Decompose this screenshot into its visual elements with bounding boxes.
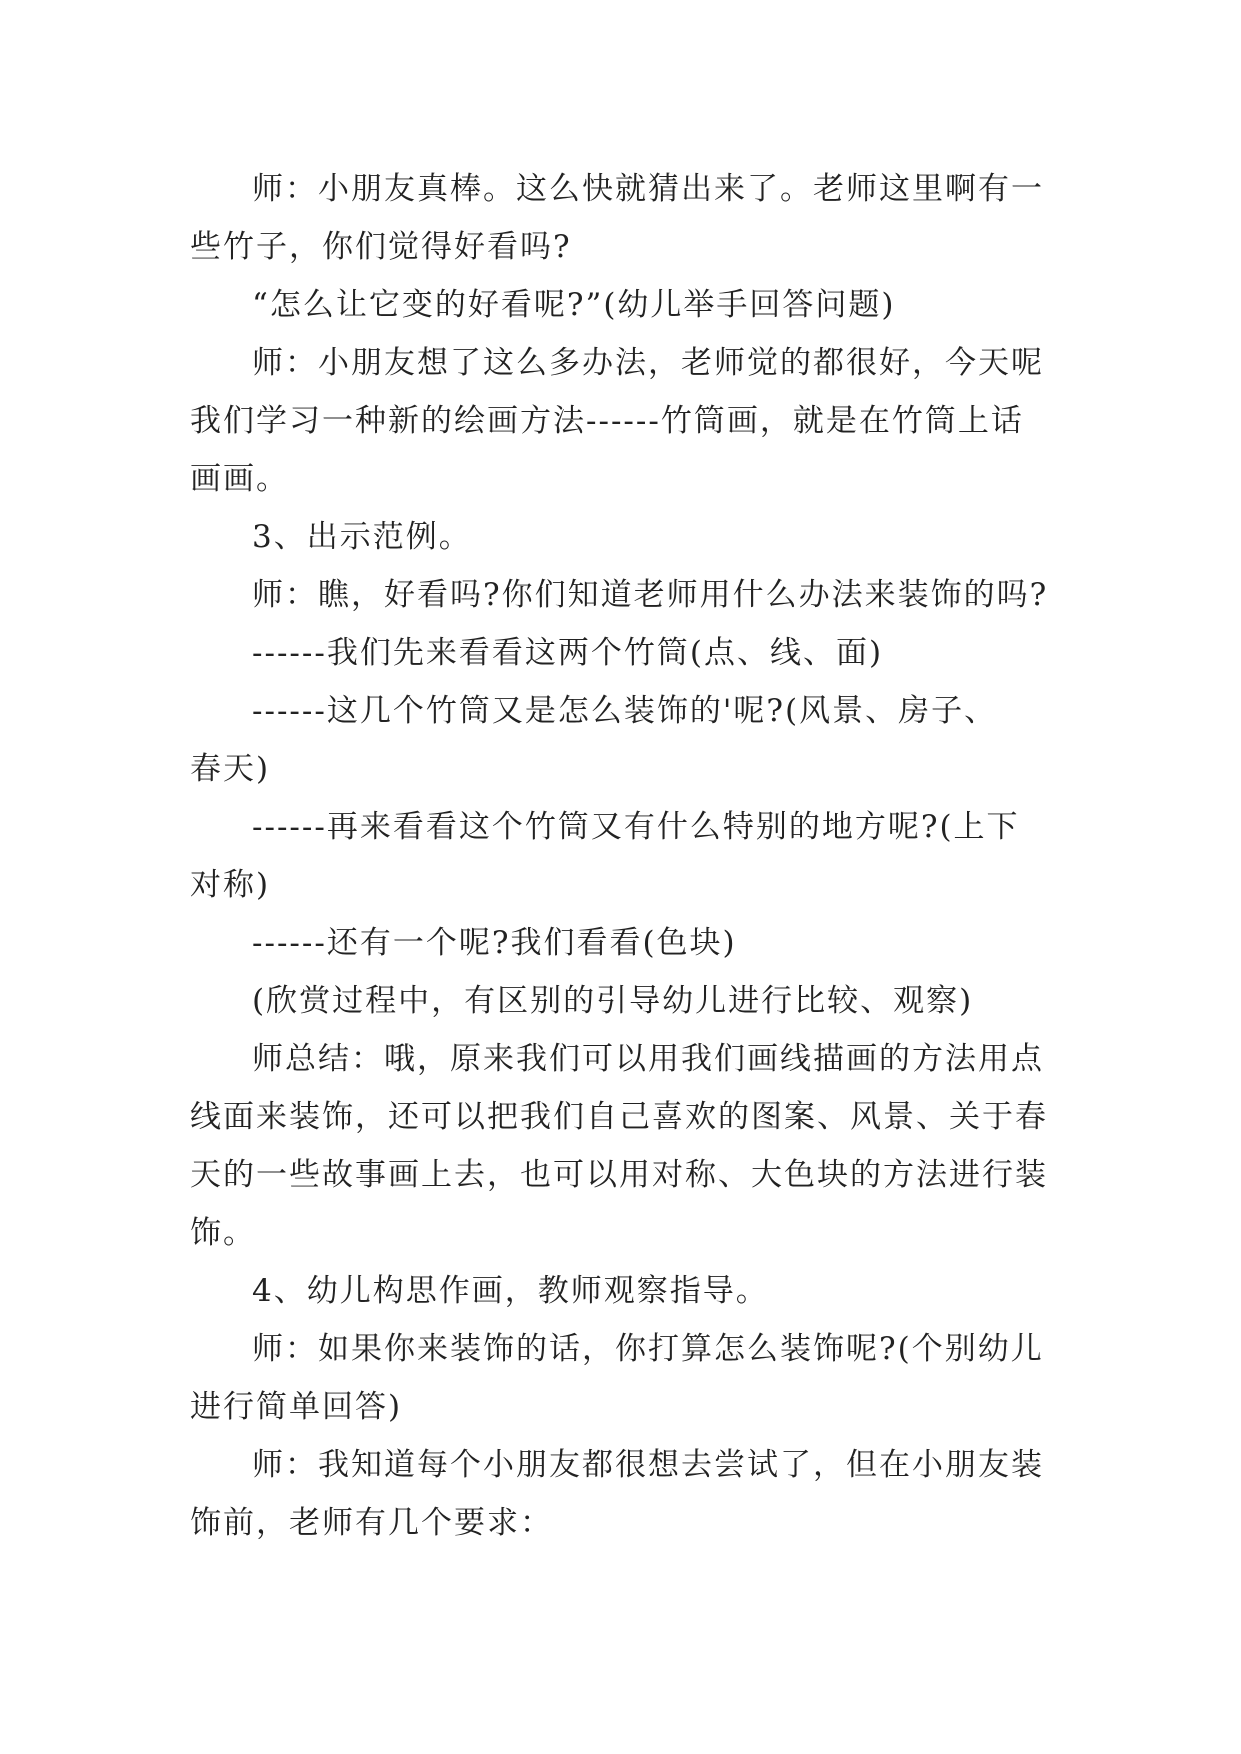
document-body [190, 160, 1050, 1552]
text-line: ------这几个竹筒又是怎么装饰的'呢?(风景、房子、 [252, 693, 998, 729]
section-heading: 3、出示范例。 [252, 519, 472, 555]
text-line: 些竹子，你们觉得好看吗? [190, 229, 572, 265]
text-line: 师：如果你来装饰的话，你打算怎么装饰呢?(个别幼儿 [252, 1331, 1044, 1367]
text-line: 线面来装饰，还可以把我们自己喜欢的图案、风景、关于春 [190, 1099, 1048, 1135]
text-line: 画画。 [190, 461, 289, 497]
text-line: 师：小朋友想了这么多办法，老师觉的都很好，今天呢 [252, 345, 1044, 381]
text-line: 师总结：哦，原来我们可以用我们画线描画的方法用点 [252, 1041, 1044, 1077]
text-line: 师：我知道每个小朋友都很想去尝试了，但在小朋友装 [252, 1447, 1044, 1483]
text-line: ------还有一个呢?我们看看(色块) [252, 925, 737, 961]
text-line: 春天) [190, 751, 271, 787]
text-line: 饰。 [190, 1215, 256, 1251]
text-line: 我们学习一种新的绘画方法------竹筒画，就是在竹筒上话 [190, 403, 1024, 439]
text-line: 天的一些故事画上去，也可以用对称、大色块的方法进行装 [190, 1157, 1048, 1193]
text-line: “怎么让它变的好看呢?”(幼儿举手回答问题) [252, 287, 896, 323]
text-line: 师：瞧，好看吗?你们知道老师用什么办法来装饰的吗? [252, 577, 1049, 613]
text-line: 饰前，老师有几个要求： [190, 1505, 553, 1541]
section-heading: 4、幼儿构思作画，教师观察指导。 [252, 1273, 769, 1309]
text-line: 师：小朋友真棒。这么快就猜出来了。老师这里啊有一 [252, 171, 1044, 207]
text-line: (欣赏过程中，有区别的引导幼儿进行比较、观察) [252, 983, 974, 1019]
text-line: ------再来看看这个竹筒又有什么特别的地方呢?(上下 [252, 809, 1020, 845]
text-line: ------我们先来看看这两个竹筒(点、线、面) [252, 635, 884, 671]
text-line: 进行简单回答) [190, 1389, 403, 1425]
text-line: 对称) [190, 867, 271, 903]
